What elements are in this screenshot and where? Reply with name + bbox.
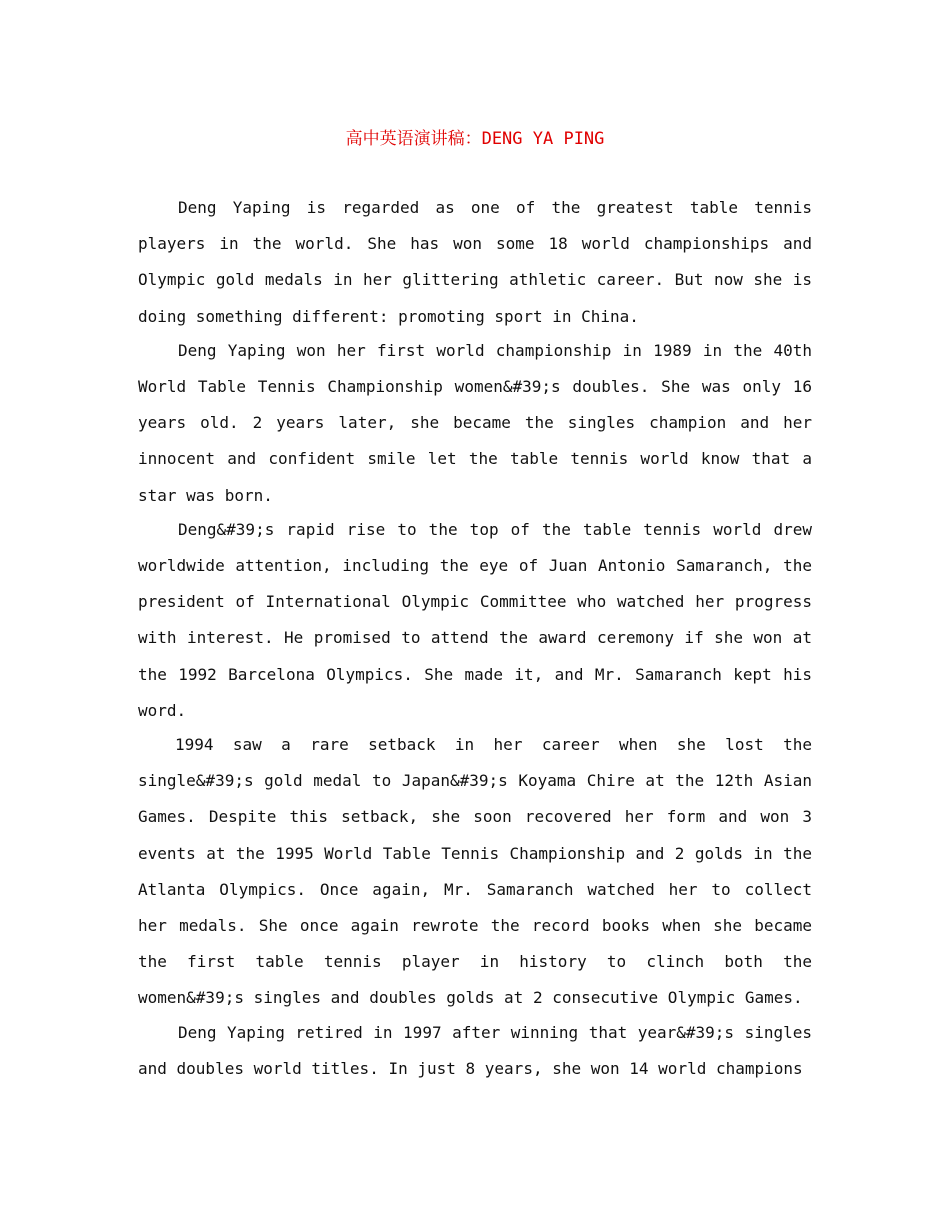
paragraph-4: 1994 saw a rare setback in her career when she lost the single&#39;s gold medal to Japan&#39;s Koyama Chire at the 12th Asian Games. Despite this setback, she soon recovered her form and won 3 events at the 1995 World Table Tennis Championship and 2 golds in the Atlanta Olympics. Once again, Mr. Samaranch watched her to collect her medals. She once again rewrote the record books when she became the first table tennis player in history to clinch both the women&#39;s singles and doubles golds at 2 consecutive Olympic Games. <box>138 735 812 1008</box>
document-title: 高中英语演讲稿：DENG YA PING <box>345 129 605 149</box>
paragraph-1: Deng Yaping is regarded as one of the greatest table tennis players in the world. She has won some 18 world championships and Olympic gold medals in her glittering athletic career. But now she is doing something different: promoting sport in China. <box>138 198 812 326</box>
document-body <box>138 190 812 1085</box>
paragraph-3: Deng&#39;s rapid rise to the top of the table tennis world drew worldwide attention, including the eye of Juan Antonio Samaranch, the president of International Olympic Committee who watched her progress with interest. He promised to attend the award ceremony if she won at the 1992 Barcelona Olympics. She made it, and Mr. Samaranch kept his word. <box>138 519 812 720</box>
paragraph-5: Deng Yaping retired in 1997 after winning that year&#39;s singles and doubles world titles. In just 8 years, she won 14 world champions <box>138 1022 812 1078</box>
paragraph-2: Deng Yaping won her first world championship in 1989 in the 40th World Table Tennis Championship women&#39;s doubles. She was only 16 years old. 2 years later, she became the singles champion and her innocent and confident smile let the table tennis world know that a star was born. <box>138 340 812 505</box>
